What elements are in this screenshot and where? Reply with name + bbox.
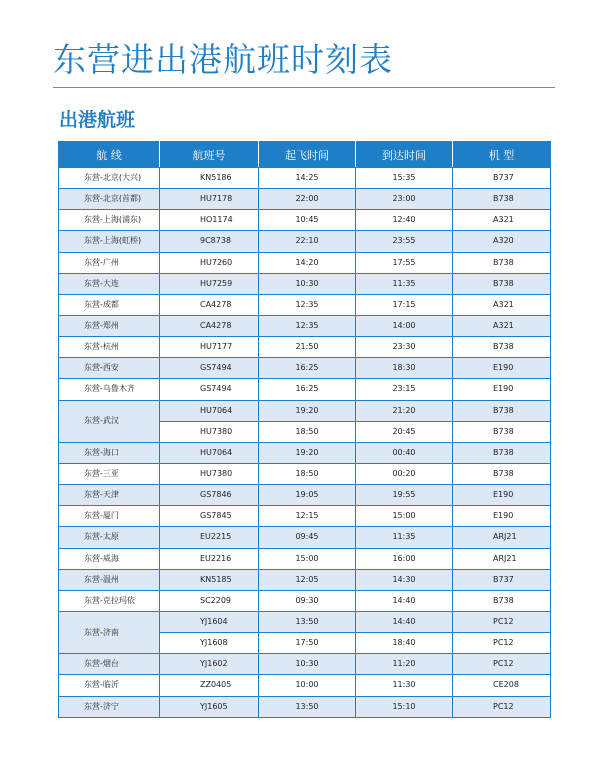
flight-number-cell: KN5186 bbox=[160, 168, 259, 189]
route-cell: 东营-上海(虹桥) bbox=[59, 231, 160, 252]
aircraft-type-cell: PC12 bbox=[453, 654, 551, 675]
departure-time-cell: 09:30 bbox=[259, 590, 356, 611]
route-cell: 东营-烟台 bbox=[59, 654, 160, 675]
aircraft-type-cell: B738 bbox=[453, 252, 551, 273]
arrival-time-cell: 17:15 bbox=[356, 294, 453, 315]
arrival-time-cell: 11:35 bbox=[356, 527, 453, 548]
route-cell: 东营-厦门 bbox=[59, 506, 160, 527]
arrival-time-cell: 23:15 bbox=[356, 379, 453, 400]
arrival-time-cell: 23:55 bbox=[356, 231, 453, 252]
aircraft-type-cell: E190 bbox=[453, 485, 551, 506]
route-cell: 东营-上海(浦东) bbox=[59, 210, 160, 231]
departure-time-cell: 14:20 bbox=[259, 252, 356, 273]
departure-time-cell: 22:10 bbox=[259, 231, 356, 252]
departure-time-cell: 18:50 bbox=[259, 463, 356, 484]
departure-time-cell: 15:00 bbox=[259, 548, 356, 569]
departure-time-cell: 10:00 bbox=[259, 675, 356, 696]
arrival-time-cell: 17:55 bbox=[356, 252, 453, 273]
departure-time-cell: 19:20 bbox=[259, 400, 356, 421]
route-cell: 东营-三亚 bbox=[59, 463, 160, 484]
arrival-time-cell: 20:45 bbox=[356, 421, 453, 442]
flight-number-cell: HU7064 bbox=[160, 442, 259, 463]
flight-number-cell: HU7178 bbox=[160, 189, 259, 210]
route-cell: 东营-成都 bbox=[59, 294, 160, 315]
departure-time-cell: 19:05 bbox=[259, 485, 356, 506]
flight-number-cell: SC2209 bbox=[160, 590, 259, 611]
table-row bbox=[59, 358, 551, 379]
arrival-time-cell: 15:10 bbox=[356, 696, 453, 717]
table-row bbox=[59, 506, 551, 527]
table-row bbox=[59, 294, 551, 315]
route-cell: 东营-临沂 bbox=[59, 675, 160, 696]
table-row bbox=[59, 189, 551, 210]
aircraft-type-cell: ARJ21 bbox=[453, 527, 551, 548]
aircraft-type-cell: PC12 bbox=[453, 633, 551, 654]
table-row bbox=[59, 252, 551, 273]
arrival-time-cell: 18:30 bbox=[356, 358, 453, 379]
route-cell: 东营-天津 bbox=[59, 485, 160, 506]
aircraft-type-cell: A321 bbox=[453, 315, 551, 336]
departure-time-cell: 12:15 bbox=[259, 506, 356, 527]
flight-number-cell: YJ1602 bbox=[160, 654, 259, 675]
departure-time-cell: 12:35 bbox=[259, 315, 356, 336]
arrival-time-cell: 14:40 bbox=[356, 590, 453, 611]
route-cell: 东营-温州 bbox=[59, 569, 160, 590]
arrival-time-cell: 12:40 bbox=[356, 210, 453, 231]
table-row bbox=[59, 569, 551, 590]
route-cell: 东营-大连 bbox=[59, 273, 160, 294]
aircraft-type-cell: A321 bbox=[453, 210, 551, 231]
departure-time-cell: 14:25 bbox=[259, 168, 356, 189]
aircraft-type-cell: CE208 bbox=[453, 675, 551, 696]
table-body bbox=[59, 168, 551, 718]
flight-number-cell: GS7846 bbox=[160, 485, 259, 506]
route-cell: 东营-济南 bbox=[59, 611, 160, 653]
flight-number-cell: YJ1605 bbox=[160, 696, 259, 717]
route-cell: 东营-海口 bbox=[59, 442, 160, 463]
flight-number-cell: ZZ0405 bbox=[160, 675, 259, 696]
aircraft-type-cell: E190 bbox=[453, 379, 551, 400]
route-cell: 东营-北京(大兴) bbox=[59, 168, 160, 189]
departure-time-cell: 18:50 bbox=[259, 421, 356, 442]
table-row bbox=[59, 168, 551, 189]
aircraft-type-cell: A320 bbox=[453, 231, 551, 252]
aircraft-type-cell: B738 bbox=[453, 400, 551, 421]
flight-number-cell: YJ1608 bbox=[160, 633, 259, 654]
flight-number-cell: 9C8738 bbox=[160, 231, 259, 252]
departure-time-cell: 10:30 bbox=[259, 273, 356, 294]
departure-time-cell: 10:30 bbox=[259, 654, 356, 675]
departure-time-cell: 13:50 bbox=[259, 696, 356, 717]
flight-number-cell: EU2215 bbox=[160, 527, 259, 548]
arrival-time-cell: 15:35 bbox=[356, 168, 453, 189]
aircraft-type-cell: B738 bbox=[453, 590, 551, 611]
flight-number-cell: EU2216 bbox=[160, 548, 259, 569]
aircraft-type-cell: B738 bbox=[453, 189, 551, 210]
route-cell: 东营-武汉 bbox=[59, 400, 160, 442]
table-row bbox=[59, 210, 551, 231]
route-cell: 东营-济宁 bbox=[59, 696, 160, 717]
table-header-row bbox=[59, 142, 551, 168]
aircraft-type-cell: B738 bbox=[453, 337, 551, 358]
table-row bbox=[59, 463, 551, 484]
arrival-time-cell: 11:35 bbox=[356, 273, 453, 294]
arrival-time-cell: 11:30 bbox=[356, 675, 453, 696]
route-cell: 东营-威海 bbox=[59, 548, 160, 569]
table-row bbox=[59, 527, 551, 548]
table-row bbox=[59, 442, 551, 463]
aircraft-type-cell: B738 bbox=[453, 421, 551, 442]
flight-number-cell: HU7380 bbox=[160, 463, 259, 484]
header-arrival-time: 到达时间 bbox=[356, 142, 453, 168]
departure-time-cell: 22:00 bbox=[259, 189, 356, 210]
flight-number-cell: CA4278 bbox=[160, 315, 259, 336]
arrival-time-cell: 18:40 bbox=[356, 633, 453, 654]
arrival-time-cell: 19:55 bbox=[356, 485, 453, 506]
aircraft-type-cell: B738 bbox=[453, 463, 551, 484]
table-row bbox=[59, 400, 551, 421]
aircraft-type-cell: PC12 bbox=[453, 696, 551, 717]
flight-number-cell: KN5185 bbox=[160, 569, 259, 590]
aircraft-type-cell: B738 bbox=[453, 273, 551, 294]
aircraft-type-cell: A321 bbox=[453, 294, 551, 315]
arrival-time-cell: 14:40 bbox=[356, 611, 453, 632]
departure-time-cell: 12:35 bbox=[259, 294, 356, 315]
departure-time-cell: 19:20 bbox=[259, 442, 356, 463]
table-row bbox=[59, 611, 551, 632]
route-cell: 东营-北京(首都) bbox=[59, 189, 160, 210]
table-row bbox=[59, 675, 551, 696]
table-row bbox=[59, 654, 551, 675]
aircraft-type-cell: B737 bbox=[453, 168, 551, 189]
departure-time-cell: 21:50 bbox=[259, 337, 356, 358]
aircraft-type-cell: B737 bbox=[453, 569, 551, 590]
flight-number-cell: GS7494 bbox=[160, 379, 259, 400]
flight-number-cell: HU7260 bbox=[160, 252, 259, 273]
table-row bbox=[59, 315, 551, 336]
header-departure-time: 起飞时间 bbox=[259, 142, 356, 168]
aircraft-type-cell: E190 bbox=[453, 358, 551, 379]
header-route: 航 线 bbox=[59, 142, 160, 168]
table-row bbox=[59, 337, 551, 358]
route-cell: 东营-杭州 bbox=[59, 337, 160, 358]
aircraft-type-cell: ARJ21 bbox=[453, 548, 551, 569]
departure-time-cell: 10:45 bbox=[259, 210, 356, 231]
table-row bbox=[59, 379, 551, 400]
header-flight-number: 航班号 bbox=[160, 142, 259, 168]
flight-number-cell: HU7380 bbox=[160, 421, 259, 442]
route-cell: 东营-乌鲁木齐 bbox=[59, 379, 160, 400]
arrival-time-cell: 23:00 bbox=[356, 189, 453, 210]
arrival-time-cell: 16:00 bbox=[356, 548, 453, 569]
arrival-time-cell: 00:20 bbox=[356, 463, 453, 484]
table-row bbox=[59, 548, 551, 569]
aircraft-type-cell: B738 bbox=[453, 442, 551, 463]
aircraft-type-cell: PC12 bbox=[453, 611, 551, 632]
route-cell: 东营-克拉玛依 bbox=[59, 590, 160, 611]
departure-time-cell: 13:50 bbox=[259, 611, 356, 632]
arrival-time-cell: 00:40 bbox=[356, 442, 453, 463]
flight-number-cell: HO1174 bbox=[160, 210, 259, 231]
departure-time-cell: 17:50 bbox=[259, 633, 356, 654]
route-cell: 东营-广州 bbox=[59, 252, 160, 273]
flight-number-cell: HU7177 bbox=[160, 337, 259, 358]
route-cell: 东营-西安 bbox=[59, 358, 160, 379]
arrival-time-cell: 14:30 bbox=[356, 569, 453, 590]
table-row bbox=[59, 485, 551, 506]
flight-number-cell: HU7064 bbox=[160, 400, 259, 421]
arrival-time-cell: 14:00 bbox=[356, 315, 453, 336]
section-title: 出港航班 bbox=[59, 109, 136, 131]
flight-number-cell: CA4278 bbox=[160, 294, 259, 315]
departure-time-cell: 09:45 bbox=[259, 527, 356, 548]
table-row bbox=[59, 231, 551, 252]
flight-number-cell: GS7494 bbox=[160, 358, 259, 379]
table-row bbox=[59, 273, 551, 294]
flight-number-cell: HU7259 bbox=[160, 273, 259, 294]
departure-time-cell: 16:25 bbox=[259, 358, 356, 379]
aircraft-type-cell: E190 bbox=[453, 506, 551, 527]
table-row bbox=[59, 590, 551, 611]
departure-time-cell: 12:05 bbox=[259, 569, 356, 590]
route-cell: 东营-郑州 bbox=[59, 315, 160, 336]
arrival-time-cell: 15:00 bbox=[356, 506, 453, 527]
arrival-time-cell: 21:20 bbox=[356, 400, 453, 421]
flight-number-cell: YJ1604 bbox=[160, 611, 259, 632]
title-divider bbox=[53, 87, 555, 88]
arrival-time-cell: 23:30 bbox=[356, 337, 453, 358]
departure-schedule-table bbox=[58, 141, 551, 718]
route-cell: 东营-太原 bbox=[59, 527, 160, 548]
header-aircraft-type: 机 型 bbox=[453, 142, 551, 168]
flight-number-cell: GS7845 bbox=[160, 506, 259, 527]
page-title: 东营进出港航班时刻表 bbox=[53, 40, 393, 79]
arrival-time-cell: 11:20 bbox=[356, 654, 453, 675]
departure-time-cell: 16:25 bbox=[259, 379, 356, 400]
table-row bbox=[59, 696, 551, 717]
